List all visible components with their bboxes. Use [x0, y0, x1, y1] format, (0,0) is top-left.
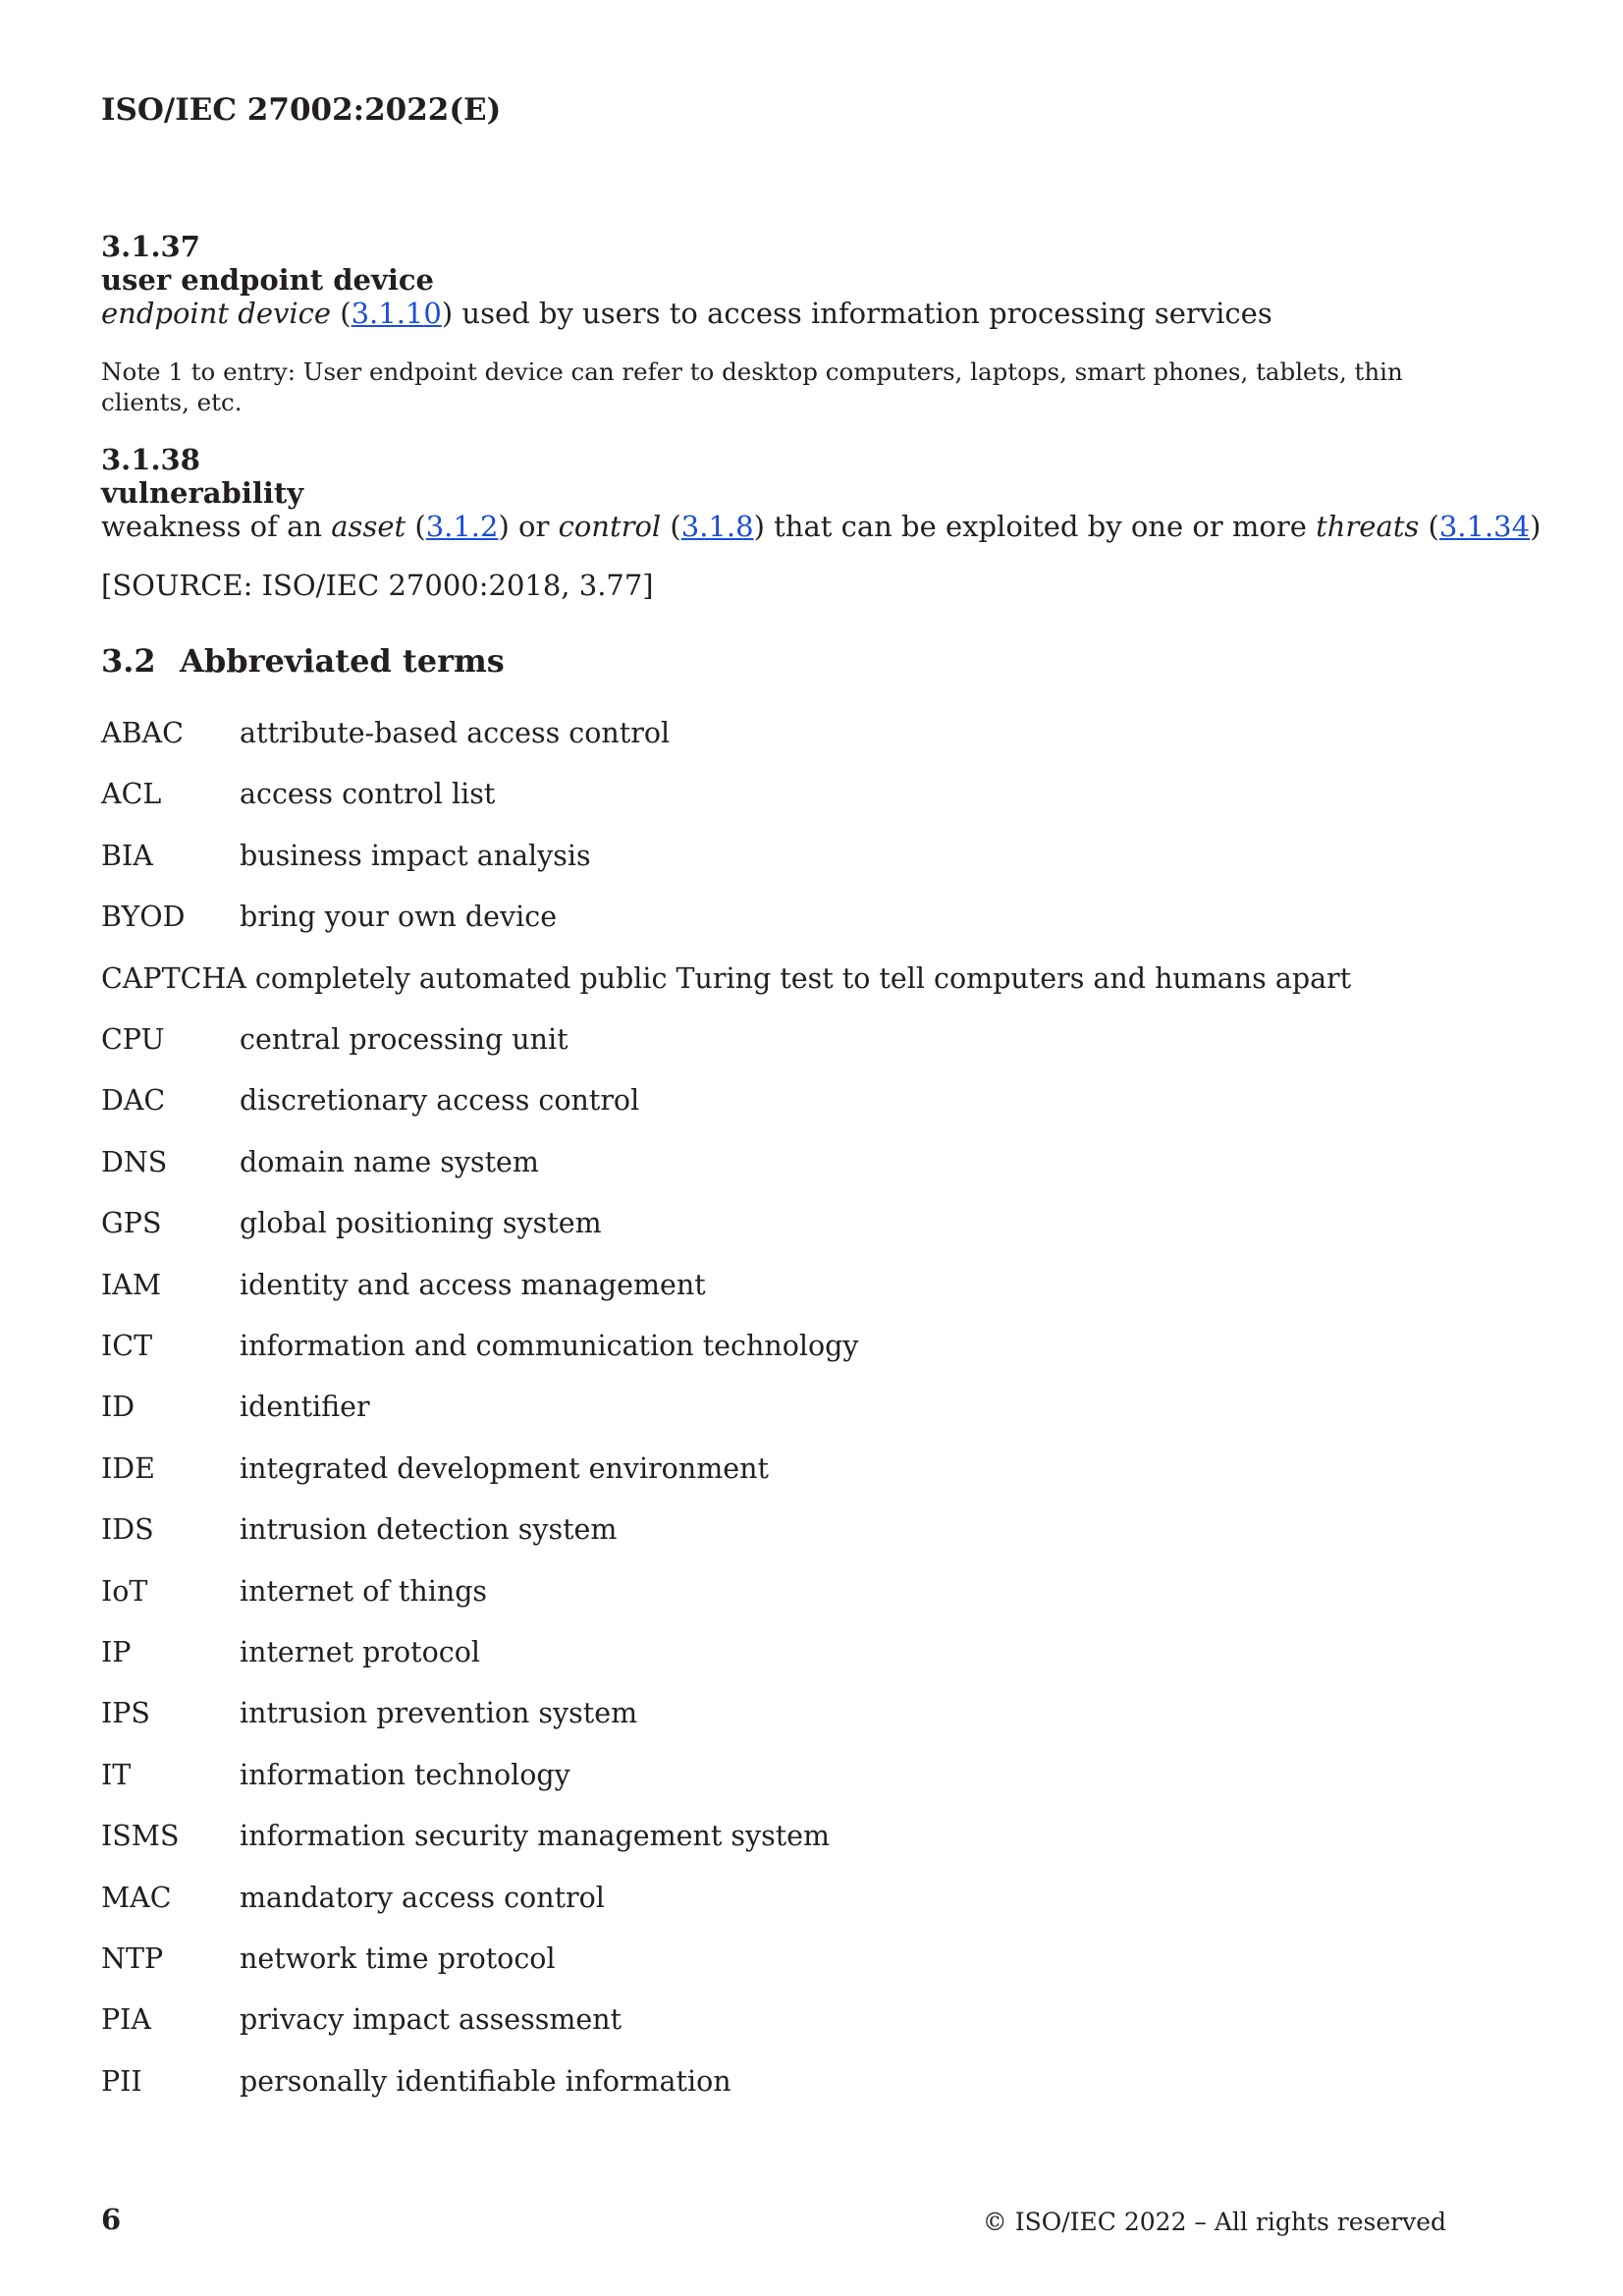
- abbreviation: BYOD: [101, 901, 186, 934]
- abbreviation: ISMS: [101, 1820, 180, 1853]
- term-number: 3.1.38: [101, 443, 200, 476]
- abbreviation-expansion: intrusion prevention system: [240, 1697, 638, 1730]
- term-reference-link[interactable]: 3.1.10: [351, 297, 442, 330]
- abbreviation: ICT: [101, 1330, 153, 1362]
- abbreviation: IoT: [101, 1574, 148, 1608]
- abbreviation-expansion: integrated development environment: [240, 1451, 769, 1485]
- abbreviation: ID: [101, 1391, 135, 1424]
- abbreviation: CPU: [101, 1023, 165, 1056]
- term-definition: endpoint device (3.1.10) used by users to access information processing services: [101, 297, 1272, 330]
- term-reference-link[interactable]: 3.1.8: [680, 510, 754, 543]
- copyright-notice: © ISO/IEC 2022 – All rights reserved: [982, 2208, 1446, 2236]
- abbreviation-expansion: bring your own device: [240, 901, 558, 934]
- section-title: Abbreviated terms: [180, 642, 505, 680]
- section-heading: [101, 642, 505, 680]
- abbreviation-expansion: information and communication technology: [240, 1330, 859, 1362]
- abbreviation: DNS: [101, 1145, 168, 1178]
- abbreviation: PII: [101, 2064, 142, 2098]
- abbreviation-expansion: identity and access management: [240, 1268, 706, 1301]
- abbreviation-row: [101, 962, 1351, 995]
- abbreviation-expansion: business impact analysis: [240, 839, 591, 872]
- abbreviation-expansion: information technology: [240, 1758, 570, 1791]
- abbreviation: NTP: [101, 1942, 164, 1975]
- abbreviation-expansion: internet protocol: [240, 1636, 481, 1668]
- abbreviation: GPS: [101, 1207, 162, 1240]
- abbreviation-expansion: domain name system: [240, 1145, 539, 1178]
- section-number: 3.2: [101, 642, 156, 680]
- abbreviation-expansion: identifier: [240, 1391, 370, 1424]
- term-number: 3.1.37: [101, 230, 200, 263]
- abbreviation: ACL: [101, 778, 162, 811]
- defined-term: endpoint device: [101, 297, 332, 330]
- abbreviation-expansion: mandatory access control: [240, 1881, 605, 1914]
- abbreviation: CAPTCHA: [101, 961, 246, 995]
- abbreviation: IDS: [101, 1513, 154, 1547]
- term-entry: [101, 230, 1272, 330]
- term-reference-link[interactable]: 3.1.34: [1438, 510, 1531, 543]
- abbreviation: IDE: [101, 1451, 155, 1485]
- abbreviation: MAC: [101, 1881, 172, 1914]
- abbreviation-expansion: personally identifiable information: [240, 2064, 731, 2098]
- abbreviation: DAC: [101, 1084, 166, 1118]
- abbreviation-expansion: privacy impact assessment: [240, 2003, 622, 2037]
- abbreviation-expansion: internet of things: [240, 1574, 488, 1608]
- abbreviation-expansion: discretionary access control: [240, 1084, 640, 1118]
- term-entry: [101, 443, 1541, 543]
- abbreviation: ABAC: [101, 717, 184, 749]
- abbreviation-expansion: intrusion detection system: [240, 1513, 618, 1547]
- abbreviation-expansion: attribute-based access control: [240, 717, 671, 749]
- abbreviation: IP: [101, 1636, 132, 1668]
- page-number: 6: [101, 2203, 122, 2236]
- abbreviation-expansion: access control list: [240, 778, 496, 811]
- abbreviation: IT: [101, 1758, 132, 1791]
- term-definition: weakness of an asset (3.1.2) or control (3.1.8) that can be exploited by one or more threats (3.1.34): [101, 510, 1542, 543]
- abbreviation-expansion: network time protocol: [240, 1942, 556, 1975]
- abbreviation-expansion: global positioning system: [240, 1207, 602, 1240]
- term-name: user endpoint device: [101, 263, 434, 297]
- note-to-entry: Note 1 to entry: User endpoint device can refer to desktop computers, laptops, smart phones, tablets, thin clients, etc.: [101, 357, 1403, 416]
- abbreviation: BIA: [101, 839, 153, 872]
- abbreviation-expansion: information security management system: [240, 1820, 831, 1853]
- abbreviation: IPS: [101, 1697, 150, 1730]
- source-citation: [SOURCE: ISO/IEC 27000:2018, 3.77]: [101, 569, 654, 602]
- document-header: ISO/IEC 27002:2022(E): [101, 92, 502, 128]
- abbreviation: IAM: [101, 1268, 162, 1301]
- abbreviation-expansion: completely automated public Turing test to tell computers and humans apart: [254, 961, 1352, 995]
- abbreviation-expansion: central processing unit: [240, 1023, 568, 1056]
- term-name: vulnerability: [101, 476, 304, 510]
- abbreviation: PIA: [101, 2003, 152, 2037]
- term-reference-link[interactable]: 3.1.2: [425, 510, 499, 543]
